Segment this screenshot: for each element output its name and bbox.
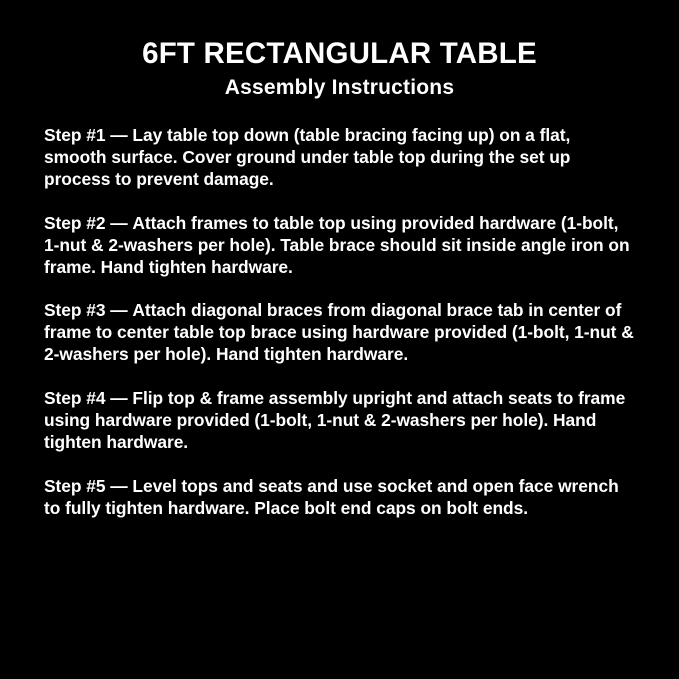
step-text: Attach frames to table top using provided hardware (1-bolt, 1-nut & 2-washers per hole). Table brace should sit inside angle iron on frame. Hand tighten hardware. bbox=[44, 212, 630, 277]
step-text: Lay table top down (table bracing facing up) on a flat, smooth surface. Cover ground under table top during the set up process to prevent damage. bbox=[44, 124, 571, 189]
step-text: Level tops and seats and use socket and open face wrench to fully tighten hardware. Place bolt end caps on bolt ends. bbox=[44, 476, 619, 518]
step-item bbox=[44, 300, 635, 366]
step-text: Flip top & frame assembly upright and attach seats to frame using hardware provided (1-bolt, 1-nut & 2-washers per hole). Hand tighten hardware. bbox=[44, 388, 626, 453]
step-label: Step #4 — bbox=[44, 388, 133, 409]
step-label: Step #1 — bbox=[44, 124, 133, 145]
step-item bbox=[44, 388, 635, 454]
step-label: Step #3 — bbox=[44, 300, 133, 321]
step-item bbox=[44, 476, 635, 520]
steps-list bbox=[44, 125, 635, 520]
step-item bbox=[44, 125, 635, 191]
step-label: Step #2 — bbox=[44, 212, 133, 233]
step-label: Step #5 — bbox=[44, 476, 133, 497]
step-item bbox=[44, 213, 635, 279]
step-text: Attach diagonal braces from diagonal brace tab in center of frame to center table top brace using hardware provided (1-bolt, 1-nut & 2-washers per hole). Hand tighten hardware. bbox=[44, 300, 634, 365]
page-title: 6FT RECTANGULAR TABLE bbox=[142, 37, 537, 70]
page-subtitle: Assembly Instructions bbox=[224, 75, 455, 99]
